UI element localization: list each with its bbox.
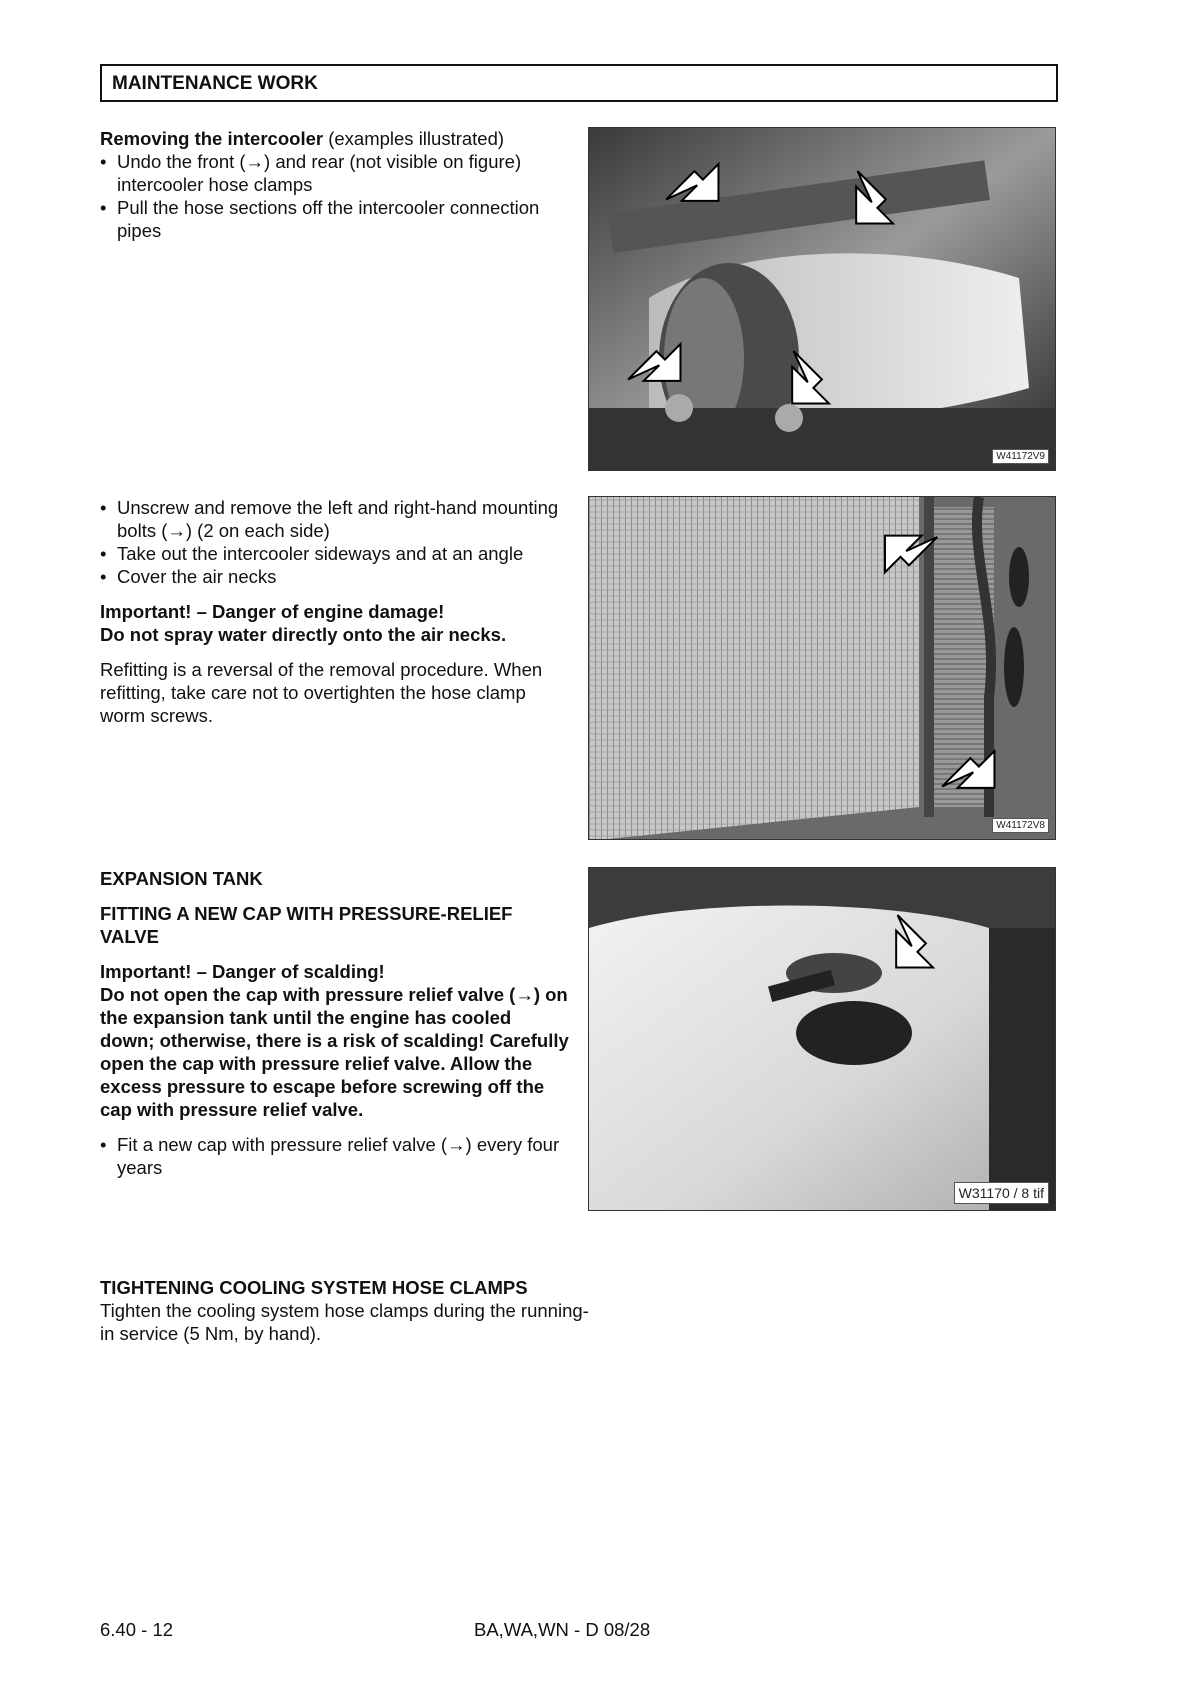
list-item: • Cover the air necks — [100, 565, 570, 588]
header-title: MAINTENANCE WORK — [112, 73, 318, 94]
section-expansion-tank — [100, 867, 570, 1179]
photo-illustration — [589, 497, 1056, 840]
list-item: • Fit a new cap with pressure relief valve (→) every four years — [100, 1133, 570, 1179]
figure-label: W31170 / 8 tif — [954, 1182, 1049, 1204]
list-item: • Take out the intercooler sideways and at an angle — [100, 542, 570, 565]
section-hose-clamps — [100, 1276, 590, 1345]
section-header-box — [100, 64, 1058, 102]
figure-expansion-tank-cap — [588, 867, 1056, 1211]
warning-scalding-text: Do not open the cap with pressure relief valve (→) on the expansion tank until the engine has cooled down; otherwise, there is a risk of scalding! Carefully open the cap with pressure relief valve. Allow the excess pressure to escape before screwing off the cap with pressure relief valve. — [100, 984, 569, 1120]
section3-bullet-list — [100, 1133, 570, 1179]
page-number: 6.40 - 12 — [100, 1619, 174, 1640]
list-item: • Unscrew and remove the left and right-hand mounting bolts (→) (2 on each side) — [100, 496, 570, 542]
section1-bullet-list — [100, 150, 570, 242]
warning-engine-damage: Important! – Danger of engine damage! — [100, 601, 445, 622]
list-item: • Undo the front (→) and rear (not visible on figure) intercooler hose clamps — [100, 150, 570, 196]
section-removing-intercooler — [100, 127, 570, 242]
section1-heading-normal: (examples illustrated) — [323, 128, 505, 149]
figure-intercooler-hose-clamps — [588, 127, 1056, 471]
hose-clamps-text: Tighten the cooling system hose clamps during the running-in service (5 Nm, by hand). — [100, 1300, 589, 1344]
figure-label: W41172V9 — [992, 449, 1049, 464]
figure-intercooler-mounting — [588, 496, 1056, 840]
section1-heading — [100, 127, 570, 150]
section1-heading-bold: Removing the intercooler — [100, 128, 324, 149]
new-cap-subheading: FITTING A NEW CAP WITH PRESSURE-RELIEF VALVE — [100, 903, 513, 947]
warning-scalding: Important! – Danger of scalding! — [100, 961, 385, 982]
photo-illustration — [589, 128, 1056, 471]
hose-clamps-heading: TIGHTENING COOLING SYSTEM HOSE CLAMPS — [100, 1277, 528, 1298]
document-code: BA,WA,WN - D 08/28 — [474, 1619, 651, 1640]
figure-label: W41172V8 — [992, 818, 1049, 833]
photo-illustration — [589, 868, 1056, 1211]
section-mounting-bolts — [100, 496, 570, 727]
section2-bullet-list — [100, 496, 570, 588]
list-item: • Pull the hose sections off the intercooler connection pipes — [100, 196, 570, 242]
warning-no-water: Do not spray water directly onto the air necks. — [100, 624, 507, 645]
expansion-tank-heading: EXPANSION TANK — [100, 868, 263, 889]
refit-paragraph: Refitting is a reversal of the removal procedure. When refitting, take care not to overtighten the hose clamp worm screws. — [100, 659, 543, 726]
